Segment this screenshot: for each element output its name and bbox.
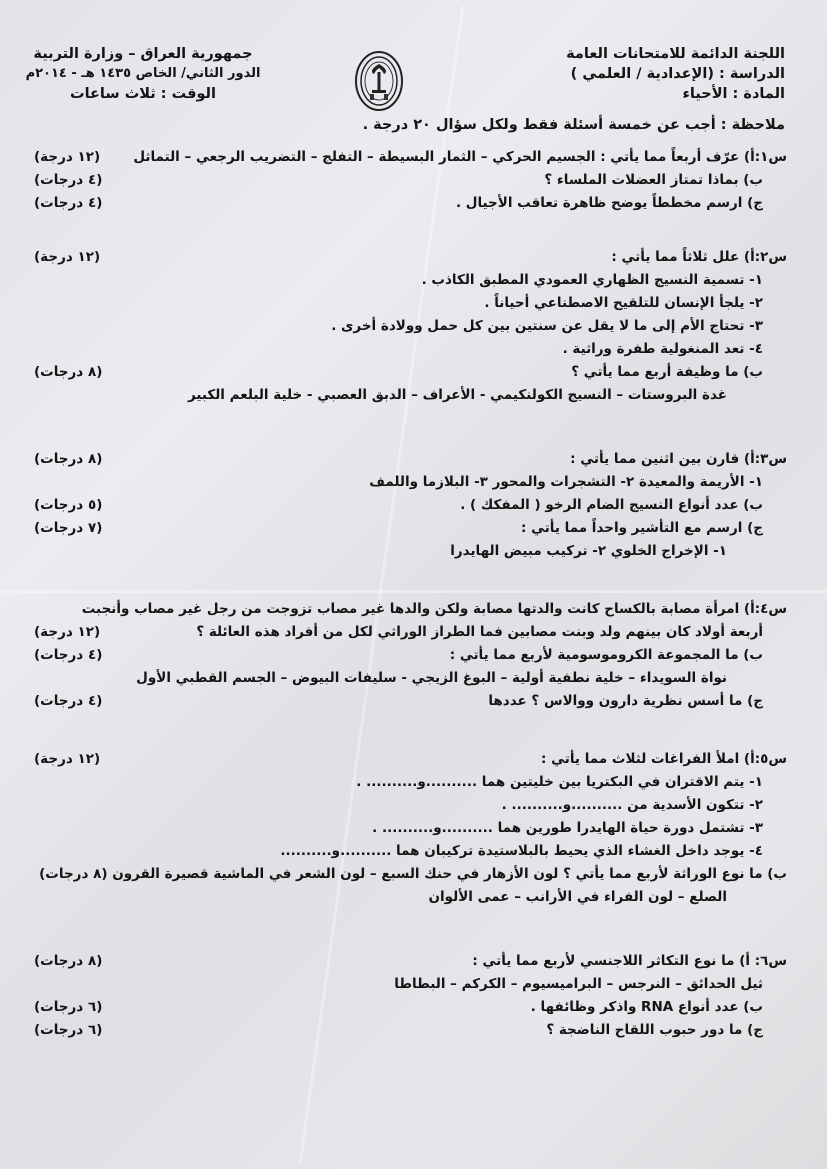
- exam-header: [0, 40, 827, 125]
- question-text: غدة البروستات – النسيج الكولنكيمي - الأعراف – الدبق العصبي - خلية البلعم الكبير: [187, 387, 727, 403]
- question-text: س١:أ) عرّف أربعاً مما يأتي : الجسيم الحركي – الثمار البسيطة – التفلج – التضريب الرجعي – التماثل: [133, 149, 787, 165]
- marks-label: (٤ درجات): [34, 172, 103, 188]
- marks-label: (٦ درجات): [34, 999, 103, 1015]
- question-line: [20, 863, 787, 886]
- study-branch: الدراسة : (الإعدادية / العلمي ): [570, 66, 785, 82]
- marks-label: (٨ درجات): [34, 364, 103, 380]
- question-line: [20, 840, 787, 863]
- question-line: [20, 950, 787, 973]
- question-line: [20, 644, 787, 667]
- marks-label: (٨ درجات): [34, 953, 103, 969]
- question-text: ب) ما نوع الوراثة لأربع مما يأتي ؟ لون الأزهار في حنك السبع – لون الشعر في الماشية قصيرة القرون (٨ درجات): [39, 866, 787, 882]
- marks-label: (٤ درجات): [34, 195, 103, 211]
- marks-label: (٤ درجات): [34, 693, 103, 709]
- question-line: [20, 1019, 787, 1042]
- question-text: س٢:أ) علل ثلاثاً مما يأتي :: [611, 249, 787, 265]
- question-line: [20, 517, 787, 540]
- marks-label: (٤ درجات): [34, 647, 103, 663]
- question-text: ج) ما دور حبوب اللقاح الناضجة ؟: [546, 1022, 763, 1038]
- header-left-block: [18, 44, 268, 104]
- question-text: ب) عدد أنواع RNA واذكر وظائفها .: [530, 999, 763, 1015]
- question-text: ٤- تعد المنغولية طفرة وراثية .: [562, 341, 763, 357]
- question-line: [20, 667, 787, 690]
- question-text: ج) ارسم مخططاً يوضح ظاهرة تعاقب الأجيال .: [455, 195, 763, 211]
- question-text: ج) ما أسس نظرية دارون ووالاس ؟ عددها: [488, 693, 763, 709]
- question-text: ١- الإخراج الخلوي ٢- تركيب مبيض الهايدرا: [450, 543, 727, 559]
- question-text: ج) ارسم مع التأشير واحداً مما يأتي :: [520, 520, 763, 536]
- ministry-emblem-icon: [354, 50, 404, 112]
- question-line: [20, 973, 787, 996]
- exam-instructions: ملاحظة : أجب عن خمسة أسئلة فقط ولكل سؤال ٢٠ درجة .: [362, 117, 785, 133]
- question-text: ٢- يلجأ الإنسان للتلقيح الاصطناعي أحياناً .: [484, 295, 763, 311]
- question-3: [20, 448, 787, 563]
- question-line: [20, 448, 787, 471]
- question-line: [20, 169, 787, 192]
- question-text: ب) ما المجموعة الكروموسومية لأربع مما يأتي :: [449, 647, 763, 663]
- subject: المادة : الأحياء: [682, 86, 785, 102]
- marks-label: (٨ درجات): [34, 451, 103, 467]
- question-text: الصلع – لون الفراء في الأرانب – عمى الألوان: [428, 889, 727, 905]
- question-line: [20, 540, 787, 563]
- question-text: نواة السويداء – خلية نطفية أولية – البوغ الزيجي - سليفات البيوض – الجسم القطبي الأول: [136, 670, 727, 686]
- exam-duration: الوقت : ثلاث ساعات: [70, 86, 216, 102]
- question-text: س٣:أ) قارن بين اثنين مما يأتي :: [570, 451, 787, 467]
- exam-session: الدور الثاني/ الخاص ١٤٣٥ هـ - ٢٠١٤م: [25, 66, 261, 81]
- marks-label: (٦ درجات): [34, 1022, 103, 1038]
- question-text: ٤- يوجد داخل الغشاء الذي يحيط بالبلاستيدة تركيبان هما ..........و..........: [280, 843, 763, 859]
- question-text: س٥:أ) املأ الفراغات لثلاث مما يأتي :: [541, 751, 787, 767]
- paper-crease: [0, 590, 827, 593]
- question-line: [20, 361, 787, 384]
- question-line: [20, 598, 787, 621]
- question-text: ٣- تشتمل دورة حياة الهايدرا طورين هما ..........و.......... .: [372, 820, 763, 836]
- question-text: س٦: أ) ما نوع التكاثر اللاجنسي لأربع مما يأتي :: [472, 953, 787, 969]
- question-line: [20, 771, 787, 794]
- question-line: [20, 146, 787, 169]
- question-line: [20, 292, 787, 315]
- question-line: [20, 690, 787, 713]
- marks-label: (١٢ درجة): [34, 249, 101, 265]
- question-line: [20, 494, 787, 517]
- question-line: [20, 338, 787, 361]
- question-line: [20, 794, 787, 817]
- marks-label: (٧ درجات): [34, 520, 103, 536]
- marks-label: (١٢ درجة): [34, 624, 101, 640]
- question-5: [20, 748, 787, 909]
- question-text: س٤:أ) امرأة مصابة بالكساح كانت والدتها مصابة ولكن والدها غير مصاب تزوجت من رجل غير مصاب وأنجبت: [81, 601, 787, 617]
- question-text: ٣- تحتاج الأم إلى ما لا يقل عن سنتين بين كل حمل وولادة أخرى .: [331, 318, 763, 334]
- header-right-block: [505, 44, 785, 104]
- question-line: [20, 269, 787, 292]
- question-line: [20, 621, 787, 644]
- question-text: ١- يتم الاقتران في البكتريا بين خليتين هما ..........و.......... .: [356, 774, 763, 790]
- question-text: ١- تسمية النسيج الظهاري العمودي المطبق الكاذب .: [421, 272, 763, 288]
- question-line: [20, 996, 787, 1019]
- marks-label: (١٢ درجة): [34, 149, 101, 165]
- question-text: ٢- تتكون الأسدية من ..........و.......... .: [501, 797, 763, 813]
- country-ministry: جمهورية العراق – وزارة التربية: [33, 46, 253, 62]
- question-line: [20, 817, 787, 840]
- question-2: [20, 246, 787, 407]
- question-text: أربعة أولاد كان بينهم ولد وبنت مصابين فما الطراز الوراثي لكل من أفراد هذه العائلة ؟: [196, 624, 763, 640]
- question-text: ب) ما وظيفة أربع مما يأتي ؟: [571, 364, 763, 380]
- question-line: [20, 246, 787, 269]
- question-line: [20, 748, 787, 771]
- question-4: [20, 598, 787, 713]
- question-1: [20, 146, 787, 215]
- question-line: [20, 471, 787, 494]
- question-line: [20, 886, 787, 909]
- question-6: [20, 950, 787, 1042]
- question-text: ثيل الحدائق – النرجس – البراميسيوم – الكركم – البطاطا: [394, 976, 763, 992]
- question-text: ١- الأريمة والمعيدة ٢- التشجرات والمحور ٣- البلازما واللمف: [369, 474, 763, 490]
- question-text: ب) بماذا تمتاز العضلات الملساء ؟: [544, 172, 763, 188]
- marks-label: (١٢ درجة): [34, 751, 101, 767]
- committee-name: اللجنة الدائمة للامتحانات العامة: [566, 46, 785, 62]
- question-text: ب) عدد أنواع النسيج الضام الرخو ( المفكك ) .: [460, 497, 763, 513]
- question-line: [20, 192, 787, 215]
- question-line: [20, 315, 787, 338]
- question-line: [20, 384, 787, 407]
- marks-label: (٥ درجات): [34, 497, 103, 513]
